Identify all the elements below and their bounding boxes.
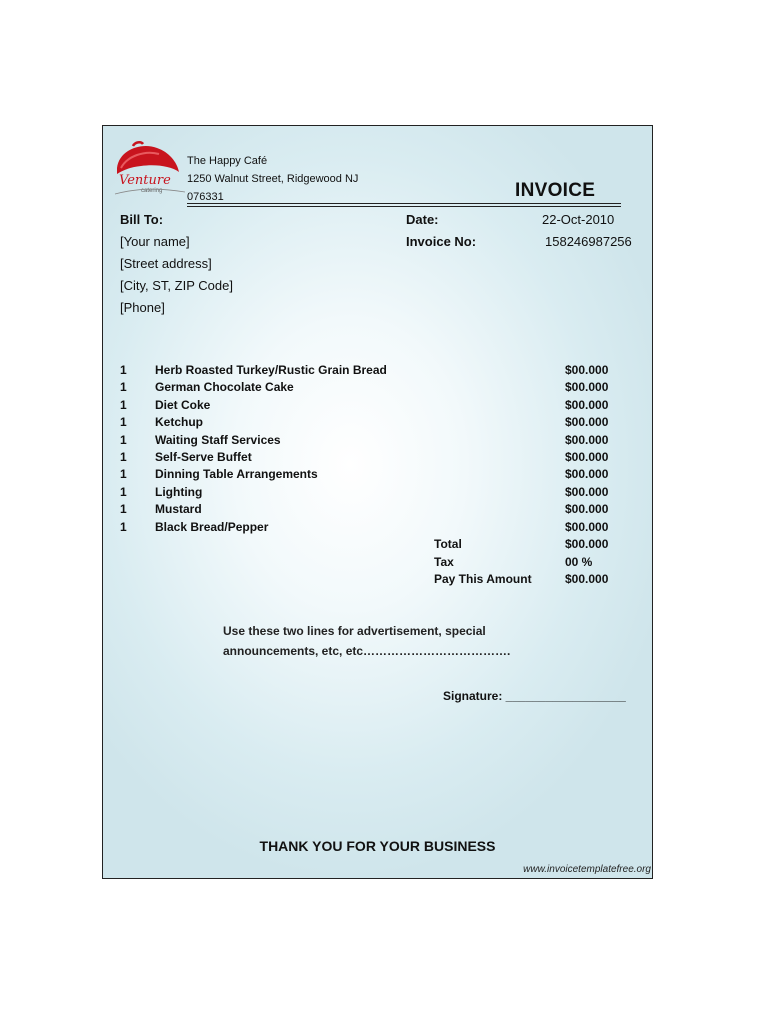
item-description: Waiting Staff Services <box>155 432 281 447</box>
item-price: $00.000 <box>565 519 609 534</box>
advertisement-line-2: announcements, etc, etc………………………………. <box>223 644 511 658</box>
item-qty: 1 <box>120 502 127 517</box>
item-description: Diet Coke <box>155 397 211 412</box>
venture-catering-logo <box>111 140 187 196</box>
list-item <box>103 363 652 380</box>
list-item <box>103 415 652 432</box>
item-qty: 1 <box>120 519 127 534</box>
list-item <box>103 398 652 415</box>
item-qty: 1 <box>120 363 127 377</box>
tax-label: Tax <box>434 554 454 569</box>
list-item <box>103 467 652 484</box>
list-item <box>103 380 652 397</box>
item-price: $00.000 <box>565 415 609 430</box>
list-item <box>103 502 652 519</box>
item-qty: 1 <box>120 432 127 447</box>
invoice-no-value: 158246987256 <box>545 234 632 249</box>
bill-to-label: Bill To: <box>120 212 164 227</box>
item-price: $00.000 <box>565 380 609 395</box>
item-description: Lighting <box>155 484 203 499</box>
item-price: $00.000 <box>565 449 609 464</box>
item-price: $00.000 <box>565 484 609 499</box>
list-item <box>103 433 652 450</box>
item-qty: 1 <box>120 380 127 395</box>
item-description: Ketchup <box>155 415 203 430</box>
company-zip: 076331 <box>187 191 224 203</box>
date-label: Date: <box>406 212 439 227</box>
advertisement-line-1: Use these two lines for advertisement, special <box>223 624 486 638</box>
logo-subtext: catering <box>141 188 163 194</box>
bill-to-street: [Street address] <box>120 256 212 271</box>
bill-to-phone: [Phone] <box>120 300 165 315</box>
items-list <box>103 363 652 537</box>
date-value: 22-Oct-2010 <box>542 212 615 227</box>
header-rule-bottom <box>187 206 621 207</box>
bill-to-name: [Your name] <box>120 234 190 249</box>
item-description: Mustard <box>155 502 202 517</box>
tax-value: 00 % <box>565 554 593 569</box>
list-item <box>103 485 652 502</box>
item-qty: 1 <box>120 415 127 430</box>
item-description: Self-Serve Buffet <box>155 449 252 464</box>
item-price: $00.000 <box>565 432 609 447</box>
website-link[interactable]: www.invoicetemplatefree.org <box>523 864 651 875</box>
signature-line: Signature: __________________ <box>443 689 626 703</box>
item-qty: 1 <box>120 397 127 412</box>
item-price: $00.000 <box>565 467 609 482</box>
total-value: $00.000 <box>565 537 609 551</box>
header-rule-top <box>187 203 621 204</box>
item-price: $00.000 <box>565 502 609 517</box>
item-qty: 1 <box>120 467 127 482</box>
pay-amount-value: $00.000 <box>565 572 609 587</box>
pay-amount-label: Pay This Amount <box>434 572 532 587</box>
item-qty: 1 <box>120 449 127 464</box>
list-item <box>103 520 652 537</box>
company-name: The Happy Café <box>187 155 268 167</box>
item-price: $00.000 <box>565 363 609 377</box>
invoice-page <box>102 125 653 879</box>
list-item <box>103 450 652 467</box>
pay-amount-row <box>103 572 652 590</box>
invoice-no-label: Invoice No: <box>406 234 477 249</box>
tax-row <box>103 555 652 573</box>
company-address: 1250 Walnut Street, Ridgewood NJ <box>187 173 359 185</box>
item-description: Herb Roasted Turkey/Rustic Grain Bread <box>155 363 387 377</box>
item-description: Dinning Table Arrangements <box>155 467 318 482</box>
total-label: Total <box>434 537 462 551</box>
totals-section <box>103 537 652 590</box>
logo-text: Venture <box>119 173 171 188</box>
item-qty: 1 <box>120 484 127 499</box>
item-price: $00.000 <box>565 397 609 412</box>
bill-to-city: [City, ST, ZIP Code] <box>120 278 233 293</box>
item-description: German Chocolate Cake <box>155 380 294 395</box>
total-row <box>103 537 652 555</box>
item-description: Black Bread/Pepper <box>155 519 269 534</box>
invoice-title: INVOICE <box>515 180 596 201</box>
thank-you-message: THANK YOU FOR YOUR BUSINESS <box>259 838 496 854</box>
